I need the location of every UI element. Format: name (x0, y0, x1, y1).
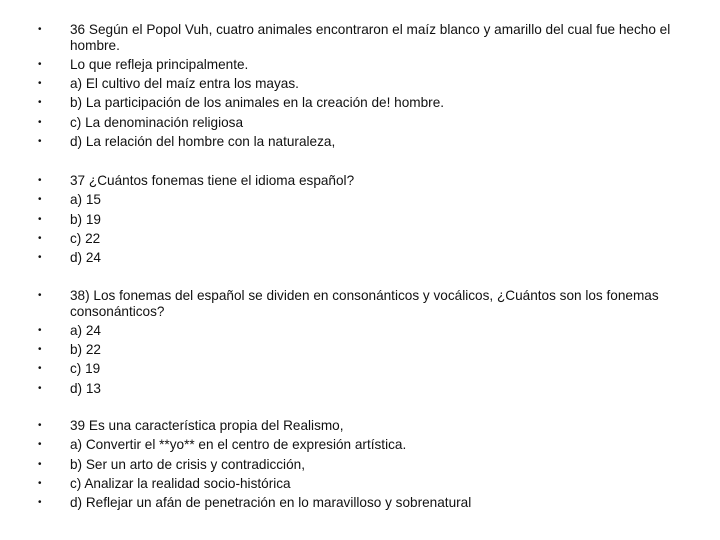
question-36-stem (38, 22, 678, 53)
bullet: • (38, 344, 42, 356)
bullet: • (38, 78, 42, 90)
question-36-text: 36 Según el Popol Vuh, cuatro animales encontraron el maíz blanco y amarillo del cual fue hecho el hombre. (70, 22, 671, 53)
question-37-stem (38, 173, 678, 189)
bullet: • (38, 252, 42, 264)
question-37-option-d (38, 250, 678, 266)
question-39-option-c (38, 476, 678, 492)
bullet: • (38, 194, 42, 206)
question-36-option-c (38, 115, 678, 131)
question-36-block (38, 22, 678, 153)
question-36-option-b (38, 95, 678, 111)
question-38-block (38, 288, 678, 400)
option-a-label: a) El cultivo del maíz entra los mayas. (70, 76, 299, 92)
question-37-option-a (38, 192, 678, 208)
question-39-option-b (38, 457, 678, 473)
option-b-label: b) 22 (70, 342, 101, 358)
option-a-label: a) 24 (70, 322, 101, 338)
bullet: • (38, 439, 42, 451)
option-b-label: b) Ser un arto de crisis y contradicción, (70, 456, 305, 472)
bullet: • (38, 24, 42, 35)
question-37-option-b (38, 212, 678, 228)
option-a-label: a) 15 (70, 192, 101, 208)
bullet: • (38, 175, 42, 186)
option-b-label: b) 19 (70, 211, 101, 227)
question-39-option-d (38, 495, 678, 511)
question-39-option-a (38, 437, 678, 453)
question-36-option-a (38, 76, 678, 92)
option-d-label: d) 13 (70, 380, 101, 396)
question-36-subtext-label: Lo que refleja principalmente. (70, 56, 249, 72)
question-38-text: 38) Los fonemas del español se dividen en consonánticos y vocálicos, ¿Cuántos son los fonemas consonánticos? (70, 288, 659, 319)
question-38-option-d (38, 381, 678, 397)
bullet: • (38, 363, 42, 375)
bullet: • (38, 213, 42, 225)
option-d-label: d) 24 (70, 250, 101, 266)
question-39-text: 39 Es una característica propia del Realismo, (70, 418, 344, 433)
bullet: • (38, 458, 42, 470)
bullet: • (38, 497, 42, 509)
question-39-block (38, 418, 678, 514)
option-b-label: b) La participación de los animales en la creación de! hombre. (70, 95, 445, 111)
bullet: • (38, 290, 42, 301)
bullet: • (38, 382, 42, 394)
question-38-option-c (38, 361, 678, 377)
question-39-stem (38, 418, 678, 434)
bullet: • (38, 135, 42, 147)
bullet: • (38, 116, 42, 128)
bullet: • (38, 477, 42, 489)
bullet: • (38, 58, 42, 70)
question-36-option-d (38, 134, 678, 150)
question-36-subtext (38, 57, 678, 73)
bullet: • (38, 420, 42, 431)
option-c-label: c) 19 (70, 361, 101, 377)
option-d-label: d) Reflejar un afán de penetración en lo maravilloso y sobrenatural (70, 495, 472, 511)
question-37-option-c (38, 231, 678, 247)
bullet: • (38, 324, 42, 336)
question-38-option-a (38, 323, 678, 339)
bullet: • (38, 97, 42, 109)
question-38-option-b (38, 342, 678, 358)
option-c-label: c) La denominación religiosa (70, 114, 244, 130)
bullet: • (38, 232, 42, 244)
option-d-label: d) La relación del hombre con la naturaleza, (70, 133, 336, 149)
option-c-label: c) 22 (70, 230, 101, 246)
option-a-label: a) Convertir el **yo** en el centro de expresión artística. (70, 437, 407, 453)
question-37-block (38, 173, 678, 269)
option-c-label: c) Analizar la realidad socio-histórica (70, 475, 291, 491)
question-37-text: 37 ¿Cuántos fonemas tiene el idioma español? (70, 173, 355, 188)
question-38-stem (38, 288, 678, 319)
